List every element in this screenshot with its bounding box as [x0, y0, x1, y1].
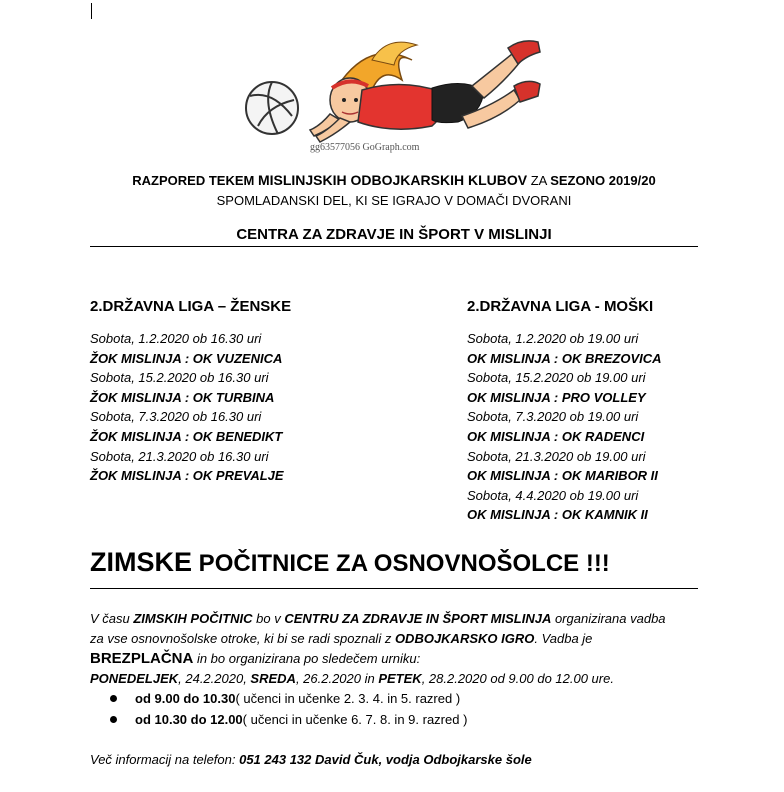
- schedule-subheading: SPOMLADANSKI DEL, KI SE IGRAJO V DOMAČI DVORANI: [216, 193, 572, 208]
- match-date: Sobota, 7.3.2020 ob 16.30 uri: [90, 409, 262, 425]
- match-date: Sobota, 1.2.2020 ob 16.30 uri: [90, 331, 262, 346]
- training-schedule-list: [110, 688, 467, 730]
- match-date: Sobota, 15.2.2020 ob 16.30 uri: [90, 370, 269, 386]
- match-teams: OK MISLINJA : PRO VOLLEY: [467, 389, 646, 405]
- divider-top: [90, 246, 698, 247]
- list-item: od 9.00 do 10.30 ( učenci in učenke 2. 3. 4. in 5. razred ): [110, 688, 467, 709]
- women-schedule-list: [90, 329, 284, 486]
- volleyball-icon: [246, 82, 298, 134]
- match-date: Sobota, 1.2.2020 ob 19.00 uri: [467, 331, 639, 346]
- match-date: Sobota, 4.4.2020 ob 19.00 uri: [467, 487, 639, 503]
- match-teams: ŽOK MISLINJA : OK TURBINA: [90, 389, 275, 405]
- image-credit: gg63577056 GoGraph.com: [310, 142, 420, 153]
- bullet-icon: [110, 695, 117, 702]
- men-league-heading: 2.DRŽAVNA LIGA - MOŠKI: [467, 298, 654, 315]
- divider-holidays: [90, 588, 698, 589]
- women-league-heading: 2.DRŽAVNA LIGA – ŽENSKE: [90, 298, 292, 315]
- match-date: Sobota, 15.2.2020 ob 19.00 uri: [467, 370, 646, 386]
- men-schedule-list: [467, 329, 662, 525]
- match-teams: OK MISLINJA : OK BREZOVICA: [467, 350, 662, 366]
- match-teams: OK MISLINJA : OK RADENCI: [467, 428, 645, 444]
- match-date: Sobota, 21.3.2020 ob 16.30 uri: [90, 448, 269, 464]
- schedule-heading: RAZPORED TEKEM MISLINJSKIH ODBOJKARSKIH KLUBOV ZA SEZONO 2019/20: [132, 172, 656, 188]
- list-item: od 10.30 do 12.00 ( učenci in učenke 6. 7. 8. in 9. razred ): [110, 709, 467, 730]
- match-teams: ŽOK MISLINJA : OK VUZENICA: [90, 350, 283, 366]
- holidays-title: ZIMSKE POČITNICE ZA OSNOVNOŠOLCE !!!: [90, 547, 610, 577]
- match-teams: ŽOK MISLINJA : OK BENEDIKT: [90, 428, 283, 444]
- volleyball-player-illustration: [222, 30, 542, 158]
- match-date: Sobota, 21.3.2020 ob 19.00 uri: [467, 448, 646, 464]
- match-teams: ŽOK MISLINJA : OK PREVALJE: [90, 468, 284, 484]
- text-cursor: [91, 3, 92, 19]
- match-teams: OK MISLINJA : OK KAMNIK II: [467, 507, 648, 523]
- venue-heading: CENTRA ZA ZDRAVJE IN ŠPORT V MISLINJI: [236, 226, 552, 243]
- bullet-icon: [110, 716, 117, 723]
- match-teams: OK MISLINJA : OK MARIBOR II: [467, 468, 658, 484]
- holidays-description: V času ZIMSKIH POČITNIC bo v CENTRU ZA ZDRAVJE IN ŠPORT MISLINJA organizirana vadba za vse osnovnošolske otroke, ki bi se radi spoznali z ODBOJKARSKO IGRO. Vadba je BREZPLAČNA in bo organizirana po sledečem urniku: PONEDELJEK, 24.2.2020, SREDA, 26.2.2020 in PETEK, 28.2.2020 od 9.00 do 12.00 ure.: [90, 611, 666, 686]
- match-date: Sobota, 7.3.2020 ob 19.00 uri: [467, 409, 639, 425]
- contact-info: Več informacij na telefon: 051 243 132 David Čuk, vodja Odbojkarske šole: [90, 752, 532, 767]
